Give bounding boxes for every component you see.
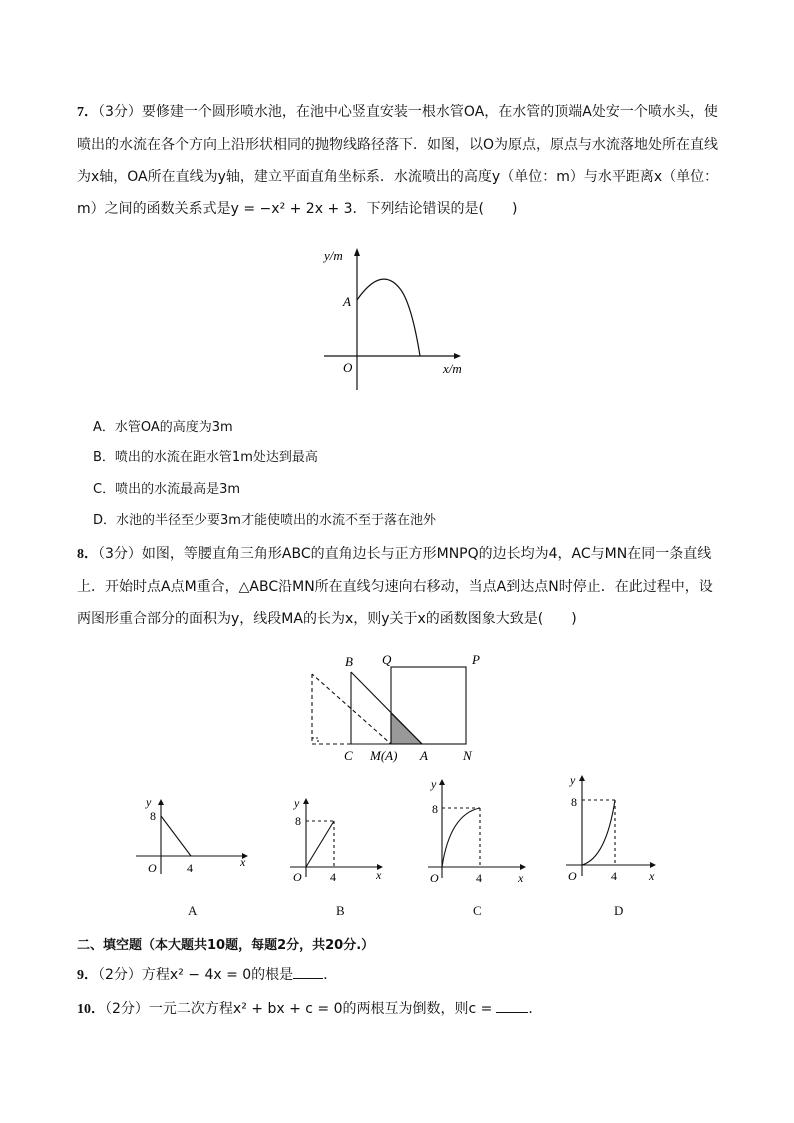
question-10-text: 一元二次方程x² + bx + c = 0的两根互为倒数，则c = <box>148 1001 493 1017</box>
q8-graph-d <box>562 770 666 886</box>
q8-triangle-abc <box>351 672 422 744</box>
q8-label-n: N <box>463 748 472 763</box>
question-8-body: 如图，等腰直角三角形ABC的直角边长与正方形MNPQ的边长均为4，AC与MN在同一条直线上．开始时点A点M重合，△ABC沿MN所在直线匀速向右移动，当点A到达点N时停止．在此过程中，设两图形重合部分的面积为y，线段MA的长为x，则y关于x的函数图象大致是( ) <box>77 546 713 627</box>
q8-graph-d-y-label: y <box>570 773 576 787</box>
q8-graph-d-caption: D <box>614 903 624 918</box>
q8-graph-b-x-tick: 4 <box>330 870 336 884</box>
q8-graph-d-x-label: x <box>649 869 655 883</box>
question-10-text-end: ． <box>528 1001 543 1017</box>
question-10 <box>77 998 542 1018</box>
q8-graph-d-x-tick: 4 <box>611 869 617 883</box>
q7-parabola <box>357 279 420 356</box>
question-8-number: 8． <box>77 547 98 562</box>
question-9-score: （2分） <box>98 967 142 983</box>
question-10-answer-blank[interactable] <box>496 998 528 1013</box>
q7-option-d: D．水池的半径至少要3m才能使喷出的水流不至于落在池外 <box>93 513 436 528</box>
q8-graph-c-curve <box>442 808 480 867</box>
q8-graph-d-origin: O <box>568 869 577 883</box>
q7-x-label: x/m <box>443 361 462 376</box>
question-10-score: （2分） <box>105 1001 149 1017</box>
question-10-number: 10． <box>77 1002 105 1017</box>
q7-x-arrow <box>454 353 461 359</box>
q8-graph-c-origin: O <box>430 871 439 885</box>
question-9-number: 9． <box>77 968 98 983</box>
q7-origin: O <box>343 360 353 375</box>
q8-label-c: C <box>344 748 353 763</box>
question-8-score: （3分） <box>98 546 142 562</box>
question-7-number: 7． <box>77 105 98 120</box>
q8-graph-a-x-label: x <box>240 855 246 869</box>
q8-graph-b-caption: B <box>336 903 345 918</box>
q8-label-ma: M(A) <box>370 748 398 763</box>
question-8-figure <box>300 652 500 767</box>
q8-graph-b-y-tick: 8 <box>295 814 301 828</box>
q8-graph-a <box>136 796 252 886</box>
q8-label-q: Q <box>382 652 392 667</box>
q8-graph-b-y-label: y <box>294 796 300 810</box>
q8-graph-c-caption: C <box>473 903 482 918</box>
q8-graph-c-x-tick: 4 <box>476 871 482 885</box>
question-7-text <box>77 96 722 225</box>
q8-graph-c-y-tick: 8 <box>432 802 438 816</box>
q8-graph-a-y-label: y <box>146 796 152 809</box>
question-8-text <box>77 538 722 635</box>
question-9 <box>77 964 337 984</box>
question-7-figure <box>316 244 476 394</box>
q8-graph-c <box>424 774 534 886</box>
question-9-text: 方程x² − 4x = 0的根是 <box>141 967 294 983</box>
q8-graph-c-y-label: y <box>431 777 437 791</box>
q7-option-b: B．喷出的水流在距水管1m处达到最高 <box>93 450 318 465</box>
question-9-text-end: ． <box>323 967 338 983</box>
q8-graph-a-line <box>161 816 191 856</box>
q8-graph-d-y-tick: 8 <box>571 795 577 809</box>
q7-y-arrow <box>354 248 360 256</box>
q7-point-a: A <box>343 294 351 309</box>
q8-label-a: A <box>420 748 428 763</box>
question-9-answer-blank[interactable] <box>293 964 323 979</box>
question-7-score: （3分） <box>98 104 142 120</box>
q8-graph-a-y-tick: 8 <box>150 809 156 823</box>
q8-graph-a-x-tick: 4 <box>187 861 193 875</box>
q8-label-b: B <box>345 654 353 669</box>
q7-option-c: C．喷出的水流最高是3m <box>93 482 241 497</box>
q8-graph-b-origin: O <box>293 870 302 884</box>
q8-graph-b-x-label: x <box>376 868 382 882</box>
q8-graph-a-caption: A <box>188 903 198 918</box>
question-7-body: 要修建一个圆形喷水池，在池中心竖直安装一根水管OA，在水管的顶端A处安一个喷水头，使喷出的水流在各个方向上沿形状相同的抛物线路径落下．如图，以O为原点，原点与水流落地处所在直线为x轴，OA所在直线为y轴，建立平面直角坐标系．水流喷出的高度y（单位：m）与水平距离x（单位：m）之间的函数关系式是y = −x² + 2x + 3．下列结论错误的是( ) <box>77 104 719 217</box>
q8-graph-b <box>285 795 390 887</box>
q8-graph-b-line <box>306 821 334 867</box>
q8-label-p: P <box>472 652 480 667</box>
q7-option-a: A．水管OA的高度为3m <box>93 420 233 435</box>
q7-y-label: y/m <box>324 248 343 263</box>
section-2-heading: 二、填空题（本大题共10题，每题2分，共20分.） <box>77 938 375 953</box>
q8-graph-c-x-label: x <box>518 871 524 885</box>
q8-graph-a-origin: O <box>148 861 157 875</box>
q8-graph-d-curve <box>582 800 615 865</box>
